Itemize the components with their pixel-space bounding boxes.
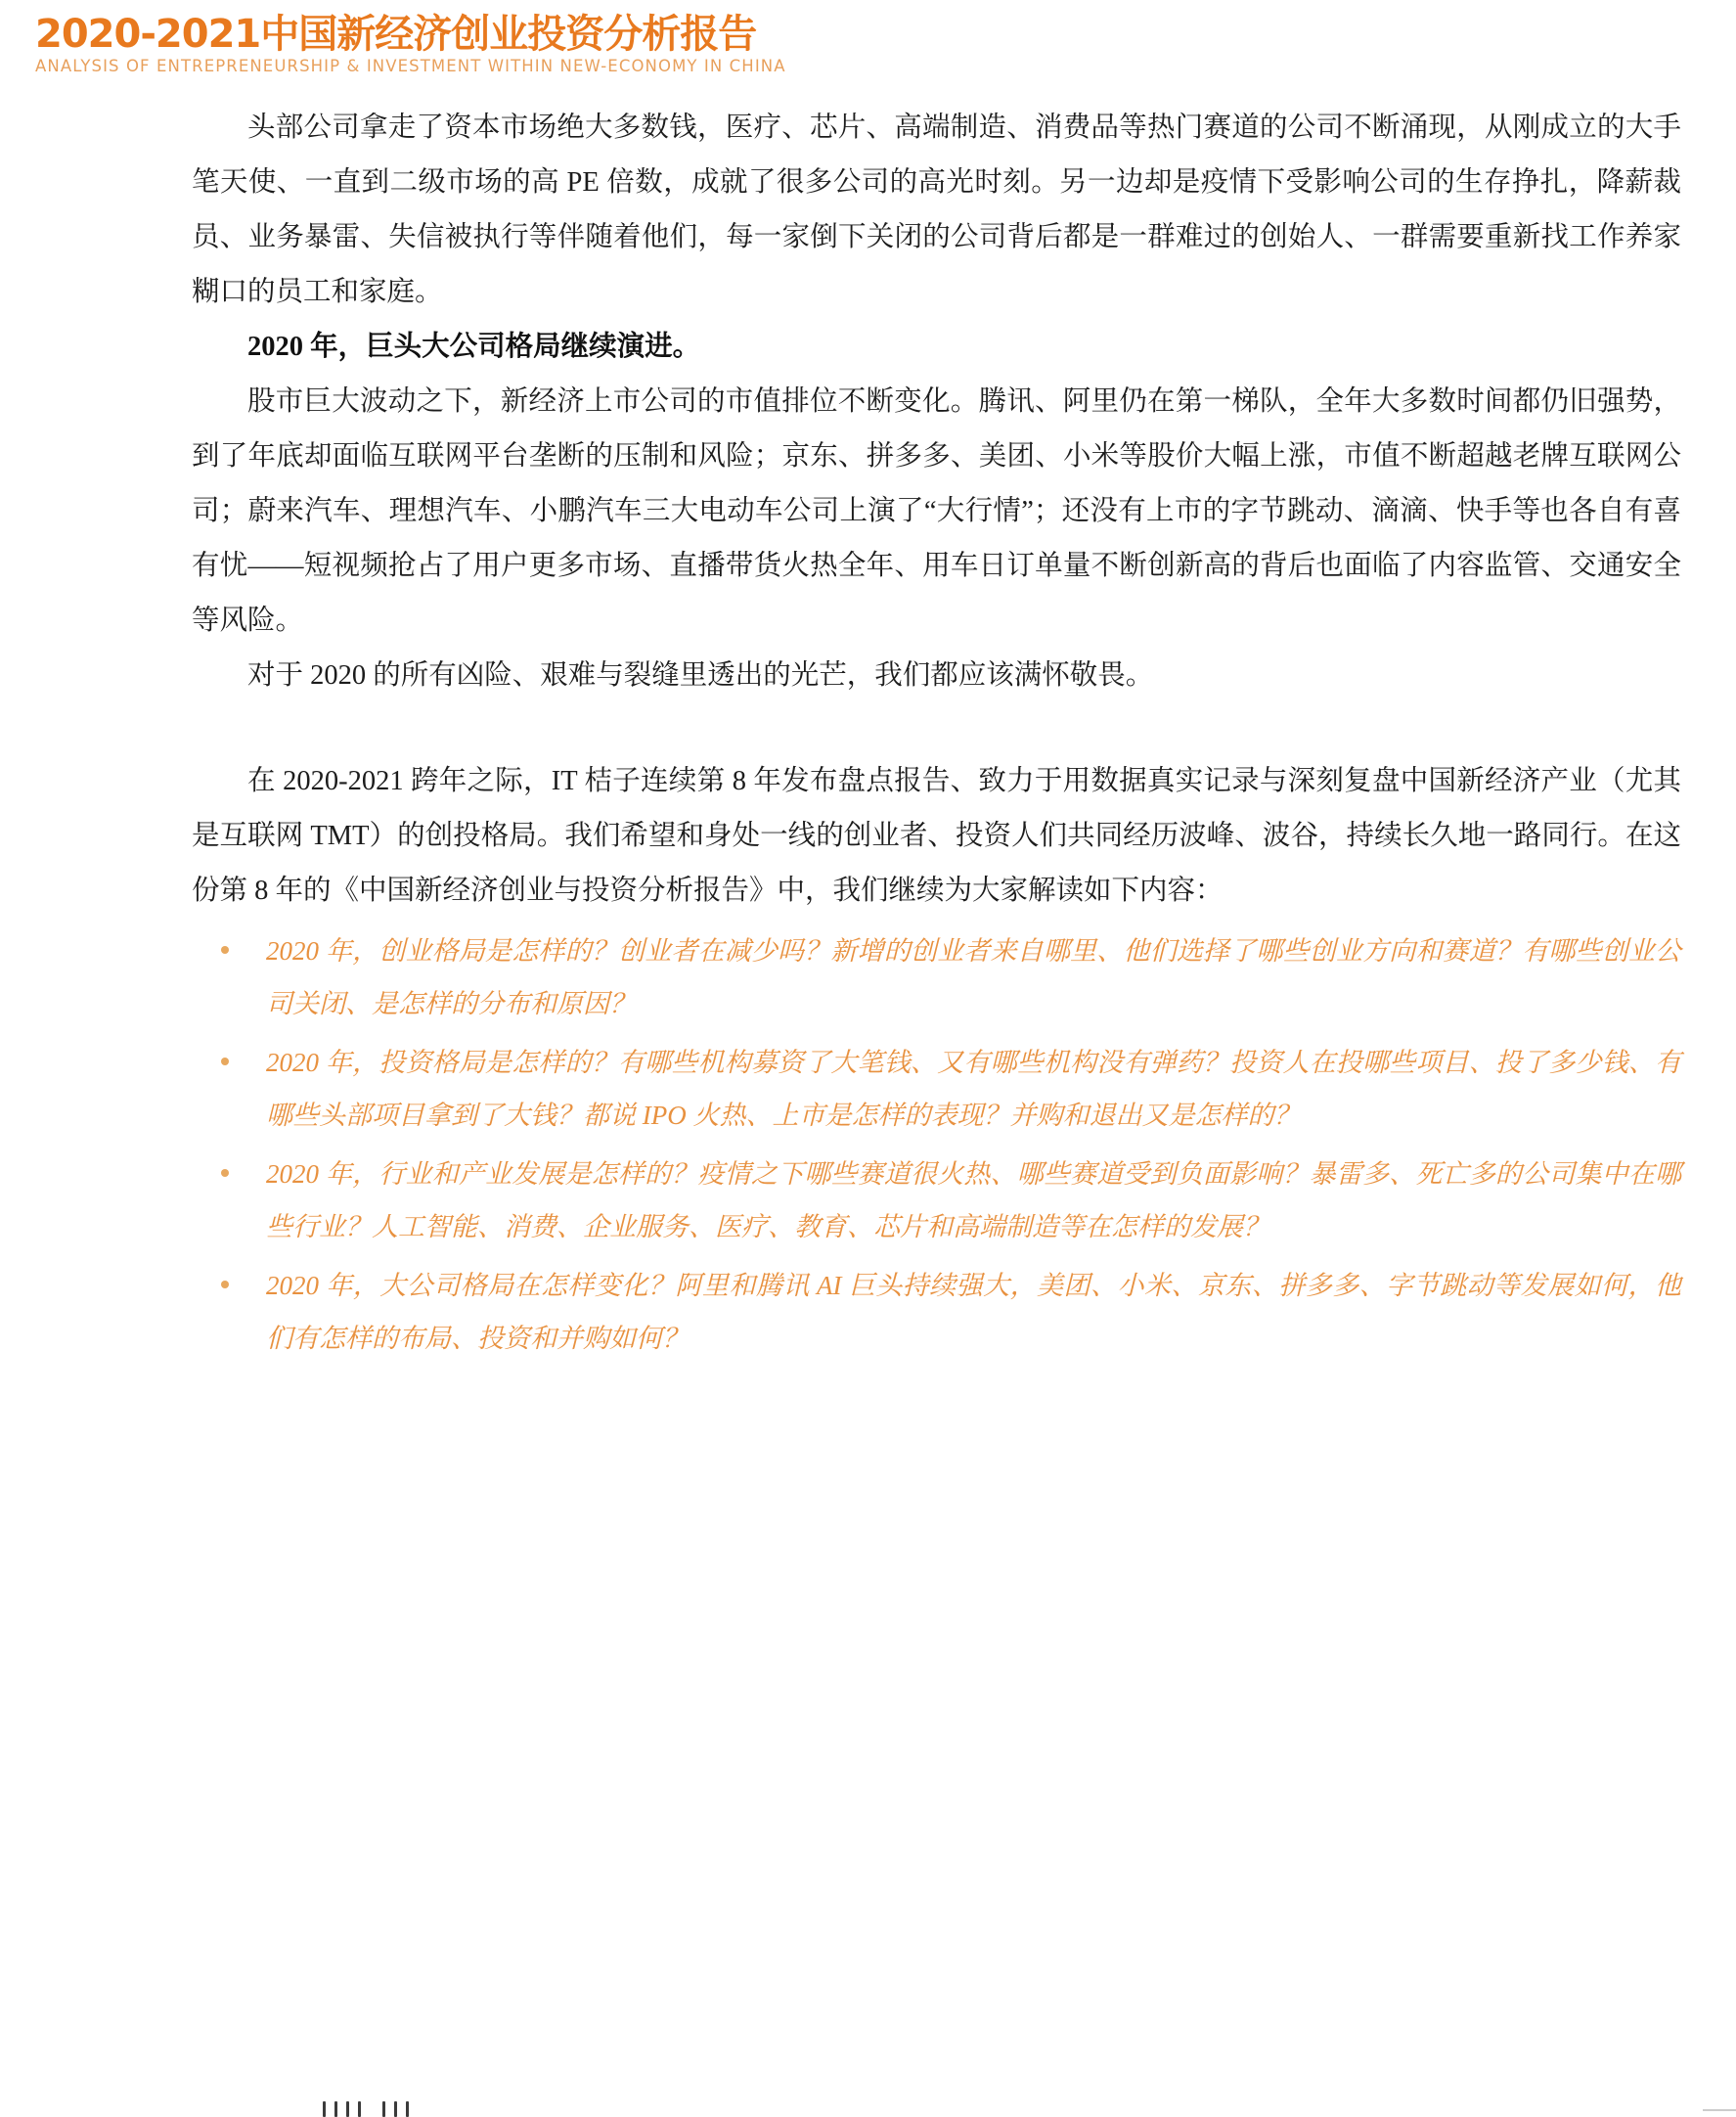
- list-item-text: 2020 年，行业和产业发展是怎样的？疫情之下哪些赛道很火热、哪些赛道受到负面影响？暴雷多、死亡多的公司集中在哪些行业？人工智能、消费、企业服务、医疗、教育、芯片和高端制造等在怎样的发展？: [266, 1159, 1681, 1241]
- document-header: [0, 0, 1736, 75]
- list-item: [192, 1036, 1681, 1142]
- page-subtitle: ANALYSIS OF ENTREPRENEURSHIP & INVESTMENT WITHIN NEW-ECONOMY IN CHINA: [35, 57, 786, 75]
- footer-stroke: [406, 2101, 409, 2117]
- document-body: [0, 101, 1736, 1365]
- list-item: [192, 1259, 1681, 1365]
- footer-stroke: [382, 2101, 385, 2117]
- list-item-text: 2020 年，创业格局是怎样的？创业者在减少吗？新增的创业者来自哪里、他们选择了哪些创业方向和赛道？有哪些创业公司关闭、是怎样的分布和原因？: [266, 936, 1681, 1018]
- footer-stroke: [394, 2101, 397, 2117]
- page-edge-mark: [1703, 2109, 1736, 2111]
- footer-stroke: [323, 2101, 326, 2117]
- footer-decoration: [323, 2101, 538, 2117]
- footer-stroke: [358, 2101, 361, 2117]
- list-item-text: 2020 年，投资格局是怎样的？有哪些机构募资了大笔钱、又有哪些机构没有弹药？投资人在投哪些项目、投了多少钱、有哪些头部项目拿到了大钱？都说 IPO 火热、上市是怎样的表现？并购和退出又是怎样的？: [266, 1048, 1681, 1130]
- paragraph-spacer: [192, 703, 1681, 754]
- bullet-dot-icon: [221, 1281, 229, 1288]
- footer-stroke: [334, 2101, 337, 2117]
- footer-stroke: [346, 2101, 349, 2117]
- bullet-dot-icon: [221, 1058, 229, 1065]
- paragraph-4: 在 2020-2021 跨年之际，IT 桔子连续第 8 年发布盘点报告、致力于用数据真实记录与深刻复盘中国新经济产业（尤其是互联网 TMT）的创投格局。我们希望和身处一线的创业者、投资人们共同经历波峰、波谷，持续长久地一路同行。在这份第 8 年的《中国新经济创业与投资分析报告》中，我们继续为大家解读如下内容：: [192, 766, 1681, 906]
- question-list: [192, 924, 1681, 1365]
- paragraph-1: 头部公司拿走了资本市场绝大多数钱，医疗、芯片、高端制造、消费品等热门赛道的公司不断涌现，从刚成立的大手笔天使、一直到二级市场的高 PE 倍数，成就了很多公司的高光时刻。另一边却是疫情下受影响公司的生存挣扎，降薪裁员、业务暴雷、失信被执行等伴随着他们，每一家倒下关闭的公司背后都是一群难过的创始人、一群需要重新找工作养家糊口的员工和家庭。: [192, 113, 1681, 307]
- paragraph-2: 股市巨大波动之下，新经济上市公司的市值排位不断变化。腾讯、阿里仍在第一梯队，全年大多数时间都仍旧强势，到了年底却面临互联网平台垄断的压制和风险；京东、拼多多、美团、小米等股价大幅上涨，市值不断超越老牌互联网公司；蔚来汽车、理想汽车、小鹏汽车三大电动车公司上演了“大行情”；还没有上市的字节跳动、滴滴、快手等也各自有喜有忧——短视频抢占了用户更多市场、直播带货火热全年、用车日订单量不断创新高的背后也面临了内容监管、交通安全等风险。: [192, 386, 1681, 636]
- page-title: 2020-2021中国新经济创业投资分析报告: [35, 12, 757, 57]
- paragraph-3: 对于 2020 的所有凶险、艰难与裂缝里透出的光芒，我们都应该满怀敬畏。: [247, 660, 1154, 691]
- bullet-dot-icon: [221, 946, 229, 954]
- list-item-text: 2020 年，大公司格局在怎样变化？阿里和腾讯 AI 巨头持续强大，美团、小米、京东、拼多多、字节跳动等发展如何，他们有怎样的布局、投资和并购如何？: [266, 1271, 1681, 1353]
- section-heading-1: 2020 年，巨头大公司格局继续演进。: [247, 332, 701, 362]
- list-item: [192, 1148, 1681, 1253]
- bullet-dot-icon: [221, 1169, 229, 1177]
- list-item: [192, 924, 1681, 1030]
